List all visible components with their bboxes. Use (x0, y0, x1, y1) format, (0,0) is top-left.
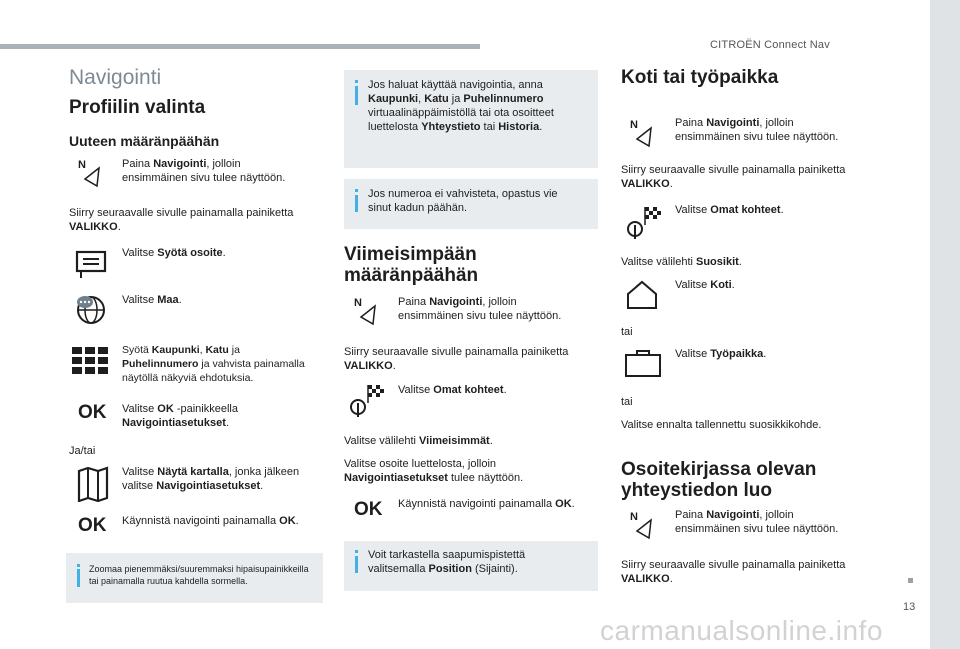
svg-text:N: N (630, 119, 638, 131)
info-text-number: Jos numeroa ei vahvisteta, opastus vie sinut kadun päähän. (368, 188, 558, 214)
step-my-destinations: Valitse Omat kohteet. (398, 384, 507, 396)
step-press-navigation: Paina Navigointi, jolloin ensimmäinen sivu tulee näyttöön. (122, 158, 286, 184)
navigation-arrow-icon (354, 296, 380, 326)
step-go-menu: Siirry seuraavalle sivulle painamalla painiketta VALIKKO. (344, 346, 569, 372)
step-ok-nav-settings: Valitse OK -painikkeella Navigointiasetukset. (122, 403, 238, 429)
svg-text:N: N (354, 297, 362, 309)
step-enter-address: Valitse Syötä osoite. (122, 247, 226, 259)
svg-text:N: N (78, 159, 86, 171)
step-select-address: Valitse osoite luettelosta, jolloin Navigointiasetukset tulee näyttöön. (344, 458, 524, 484)
info-icon (77, 564, 80, 567)
ok-button-icon: OK (78, 402, 107, 423)
step-start-navigation: Käynnistä navigointi painamalla OK. (398, 498, 575, 510)
step-go-menu: Siirry seuraavalle sivulle painamalla painiketta VALIKKO. (69, 207, 294, 233)
step-enter-city-street: Syötä Kaupunki, Katu ja Puhelinnumero ja vahvista painamalla näytöllä näkyviä ehdotuksia. (122, 344, 305, 384)
step-home: Valitse Koti. (675, 279, 735, 291)
header-rule (0, 44, 480, 49)
ok-button-icon: OK (78, 515, 107, 536)
watermark: carmanualsonline.info (600, 615, 883, 646)
info-icon-bar (355, 86, 358, 105)
info-text-navigation-input: Jos haluat käyttää navigointia, anna Kaupunki, Katu ja Puhelinnumero virtuaalinäppäimistöllä tai ota osoitteet luettelosta Yhteystieto tai Historia. (368, 79, 554, 133)
section-title-home-work: Koti tai työpaikka (621, 67, 779, 88)
brand-header: CITROËN Connect Nav (710, 39, 830, 51)
step-recent-tab: Valitse välilehti Viimeisimmät. (344, 435, 493, 447)
info-text-zoom: Zoomaa pienemmäksi/suuremmaksi hipaisupainikkeilla tai painamalla ruutua kahdella sormella. (89, 564, 309, 586)
country-globe-icon (74, 293, 108, 325)
section-title-profile: Profiilin valinta (69, 97, 206, 118)
section-title-recent-destination: Viimeisimpään määränpäähän (344, 244, 479, 286)
page-side-strip (930, 0, 960, 649)
step-saved-favourite: Valitse ennalta tallennettu suosikkikohde. (621, 419, 822, 431)
or-label: tai (621, 396, 633, 408)
section-title-address-book: Osoitekirjassa olevan yhteystiedon luo (621, 459, 817, 501)
page-number: 13 (903, 601, 916, 613)
briefcase-icon (624, 348, 662, 378)
step-press-navigation: Paina Navigointi, jolloin ensimmäinen sivu tulee näyttöön. (675, 117, 839, 143)
step-workplace: Valitse Työpaikka. (675, 348, 767, 360)
subsection-title-new-destination: Uuteen määränpäähän (69, 133, 220, 149)
step-start-navigation: Käynnistä navigointi painamalla OK. (122, 515, 299, 527)
step-go-menu: Siirry seuraavalle sivulle painamalla painiketta VALIKKO. (621, 559, 846, 585)
info-text-position: Voit tarkastella saapumispistettä valitsemalla Position (Sijainti). (368, 549, 526, 575)
checkered-flag-pin-icon (625, 205, 663, 241)
info-icon-bar (355, 195, 358, 212)
step-my-destinations: Valitse Omat kohteet. (675, 204, 784, 216)
navigation-arrow-icon (630, 510, 656, 540)
end-marker (908, 578, 913, 583)
checkered-flag-pin-icon (348, 383, 386, 419)
step-press-navigation: Paina Navigointi, jolloin ensimmäinen sivu tulee näyttöön. (675, 509, 839, 535)
map-icon (76, 466, 110, 502)
step-favourites-tab: Valitse välilehti Suosikit. (621, 256, 742, 268)
step-press-navigation: Paina Navigointi, jolloin ensimmäinen sivu tulee näyttöön. (398, 296, 562, 322)
keypad-grid-icon (72, 347, 110, 375)
info-icon (355, 80, 358, 83)
step-go-menu: Siirry seuraavalle sivulle painamalla painiketta VALIKKO. (621, 164, 846, 190)
navigation-arrow-icon (78, 158, 104, 188)
home-icon (624, 280, 660, 310)
navigation-arrow-icon (630, 118, 656, 148)
step-select-country: Valitse Maa. (122, 294, 182, 306)
info-icon (355, 550, 358, 553)
page-title: Navigointi (69, 66, 162, 89)
info-icon-bar (77, 569, 80, 587)
info-icon-bar (355, 556, 358, 573)
svg-text:N: N (630, 511, 638, 523)
and-or-label: Ja/tai (69, 445, 96, 457)
or-label: tai (621, 326, 633, 338)
info-icon (355, 189, 358, 192)
step-show-on-map: Valitse Näytä kartalla, jonka jälkeen valitse Navigointiasetukset. (122, 466, 300, 492)
keyboard-address-icon (73, 250, 109, 280)
ok-button-icon: OK (354, 499, 383, 520)
